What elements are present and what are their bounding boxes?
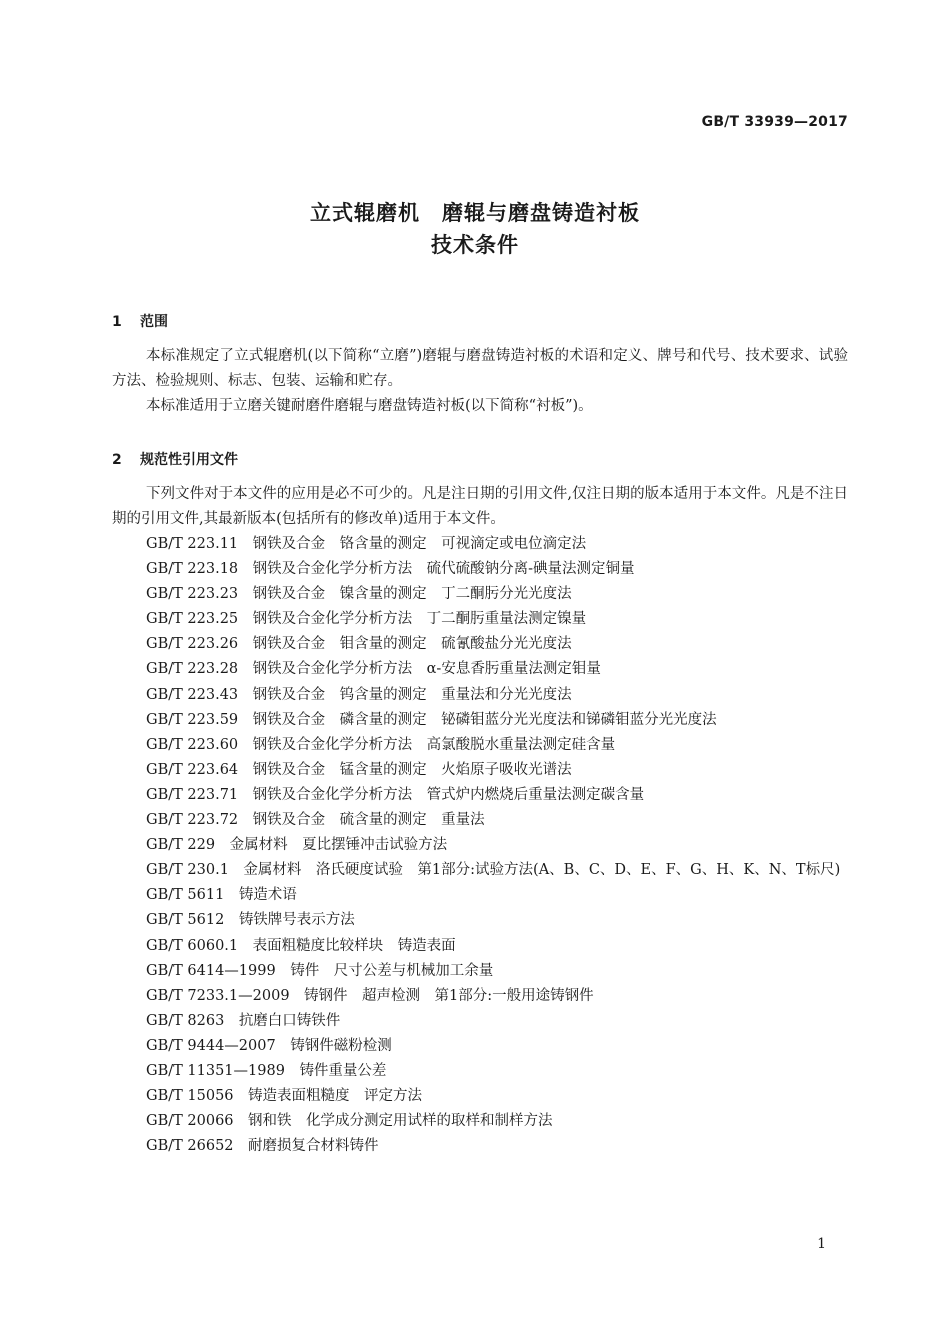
reference-item bbox=[112, 582, 848, 607]
section-2-title: 规范性引用文件 bbox=[140, 452, 238, 468]
reference-item bbox=[112, 1009, 848, 1034]
reference-code: GB/T 5611 bbox=[146, 887, 225, 904]
reference-title: 钢铁及合金化学分析方法 硫代硫酸钠分离-碘量法测定铜量 bbox=[252, 561, 635, 578]
section-1-paragraph-1: 本标准规定了立式辊磨机(以下简称“立磨”)磨辊与磨盘铸造衬板的术语和定义、牌号和代号、技术要求、试验方法、检验规则、标志、包装、运输和贮存。 bbox=[112, 348, 848, 389]
reference-item bbox=[112, 557, 848, 582]
reference-item bbox=[112, 683, 848, 708]
reference-code: GB/T 26652 bbox=[146, 1138, 234, 1155]
reference-title: 铸铁牌号表示方法 bbox=[238, 912, 355, 929]
reference-item bbox=[112, 883, 848, 908]
reference-code: GB/T 223.71 bbox=[146, 786, 239, 803]
reference-item bbox=[112, 708, 848, 733]
reference-item bbox=[112, 1059, 848, 1084]
reference-title: 钢铁及合金 锰含量的测定 火焰原子吸收光谱法 bbox=[252, 761, 572, 778]
section-1-title: 范围 bbox=[140, 314, 168, 330]
document-title-line-2: 技术条件 bbox=[431, 233, 519, 257]
reference-title: 铸钢件 超声检测 第1部分:一般用途铸钢件 bbox=[304, 987, 594, 1004]
reference-code: GB/T 230.1 bbox=[146, 862, 229, 879]
reference-title: 钢铁及合金化学分析方法 丁二酮肟重量法测定镍量 bbox=[252, 611, 587, 628]
reference-item bbox=[112, 808, 848, 833]
reference-code: GB/T 223.25 bbox=[146, 611, 239, 628]
reference-code: GB/T 15056 bbox=[146, 1088, 234, 1105]
section-2-intro: 下列文件对于本文件的应用是必不可少的。凡是注日期的引用文件,仅注日期的版本适用于本文件。凡是不注日期的引用文件,其最新版本(包括所有的修改单)适用于本文件。 bbox=[112, 486, 848, 527]
reference-title: 抗磨白口铸铁件 bbox=[238, 1012, 341, 1029]
reference-item bbox=[112, 858, 848, 883]
reference-item bbox=[112, 1134, 848, 1159]
reference-title: 铸造表面粗糙度 评定方法 bbox=[248, 1088, 423, 1105]
reference-item bbox=[112, 657, 848, 682]
reference-title: 钢铁及合金化学分析方法 高氯酸脱水重量法测定硅含量 bbox=[252, 736, 616, 753]
section-1-paragraph-2: 本标准适用于立磨关键耐磨件磨辊与磨盘铸造衬板(以下简称“衬板”)。 bbox=[146, 398, 593, 414]
reference-title: 钢铁及合金 硫含量的测定 重量法 bbox=[252, 812, 485, 829]
reference-title: 钢铁及合金化学分析方法 管式炉内燃烧后重量法测定碳含量 bbox=[252, 786, 645, 803]
reference-title: 金属材料 洛氏硬度试验 第1部分:试验方法(A、B、C、D、E、F、G、H、K、N、T标尺) bbox=[243, 862, 841, 879]
reference-code: GB/T 229 bbox=[146, 837, 216, 854]
reference-code: GB/T 223.43 bbox=[146, 686, 239, 703]
reference-title: 钢铁及合金化学分析方法 α-安息香肟重量法测定钼量 bbox=[252, 661, 601, 678]
reference-item bbox=[112, 532, 848, 557]
reference-code: GB/T 5612 bbox=[146, 912, 225, 929]
reference-code: GB/T 223.60 bbox=[146, 736, 239, 753]
reference-title: 钢铁及合金 钼含量的测定 硫氰酸盐分光光度法 bbox=[252, 636, 572, 653]
reference-code: GB/T 8263 bbox=[146, 1012, 225, 1029]
reference-title: 钢铁及合金 镍含量的测定 丁二酮肟分光光度法 bbox=[252, 586, 572, 603]
reference-item bbox=[112, 783, 848, 808]
reference-item bbox=[112, 959, 848, 984]
reference-item bbox=[112, 1034, 848, 1059]
reference-title: 金属材料 夏比摆锤冲击试验方法 bbox=[229, 837, 448, 854]
reference-title: 铸件重量公差 bbox=[299, 1062, 387, 1079]
reference-code: GB/T 7233.1—2009 bbox=[146, 987, 290, 1004]
reference-item bbox=[112, 1084, 848, 1109]
section-1-number: 1 bbox=[112, 314, 122, 330]
reference-item bbox=[112, 632, 848, 657]
reference-title: 表面粗糙度比较样块 铸造表面 bbox=[252, 937, 456, 954]
reference-code: GB/T 223.23 bbox=[146, 586, 239, 603]
reference-title: 钢铁及合金 铬含量的测定 可视滴定或电位滴定法 bbox=[252, 536, 587, 552]
reference-code: GB/T 20066 bbox=[146, 1113, 234, 1130]
reference-title: 钢和铁 化学成分测定用试样的取样和制样方法 bbox=[248, 1113, 553, 1130]
reference-code: GB/T 223.28 bbox=[146, 661, 239, 678]
reference-title: 铸造术语 bbox=[238, 887, 297, 904]
reference-code: GB/T 223.64 bbox=[146, 761, 239, 778]
reference-code: GB/T 6060.1 bbox=[146, 937, 239, 954]
reference-code: GB/T 11351—1989 bbox=[146, 1062, 285, 1079]
reference-item bbox=[112, 733, 848, 758]
section-2-number: 2 bbox=[112, 452, 122, 468]
reference-item bbox=[112, 984, 848, 1009]
reference-code: GB/T 9444—2007 bbox=[146, 1037, 276, 1054]
reference-code: GB/T 223.72 bbox=[146, 812, 239, 829]
reference-item bbox=[112, 908, 848, 933]
reference-title: 铸钢件磁粉检测 bbox=[290, 1037, 392, 1054]
reference-title: 耐磨损复合材料铸件 bbox=[248, 1138, 379, 1155]
section-2-heading bbox=[112, 449, 238, 469]
reference-item bbox=[112, 833, 848, 858]
normative-reference-list bbox=[112, 532, 848, 1159]
reference-item bbox=[112, 1109, 848, 1134]
reference-title: 钢铁及合金 磷含量的测定 铋磷钼蓝分光光度法和锑磷钼蓝分光光度法 bbox=[252, 711, 717, 728]
reference-item bbox=[112, 758, 848, 783]
reference-title: 钢铁及合金 钨含量的测定 重量法和分光光度法 bbox=[252, 686, 572, 703]
standard-code: GB/T 33939—2017 bbox=[701, 114, 848, 130]
reference-code: GB/T 223.11 bbox=[146, 536, 239, 552]
reference-code: GB/T 223.26 bbox=[146, 636, 239, 653]
section-1-heading bbox=[112, 311, 168, 331]
reference-code: GB/T 6414—1999 bbox=[146, 962, 276, 979]
reference-title: 铸件 尺寸公差与机械加工余量 bbox=[290, 962, 494, 979]
reference-item bbox=[112, 607, 848, 632]
reference-item bbox=[112, 934, 848, 959]
reference-code: GB/T 223.59 bbox=[146, 711, 239, 728]
reference-code: GB/T 223.18 bbox=[146, 561, 239, 578]
document-title-line-1: 立式辊磨机 磨辊与磨盘铸造衬板 bbox=[310, 201, 640, 225]
page-number: 1 bbox=[817, 1236, 826, 1252]
